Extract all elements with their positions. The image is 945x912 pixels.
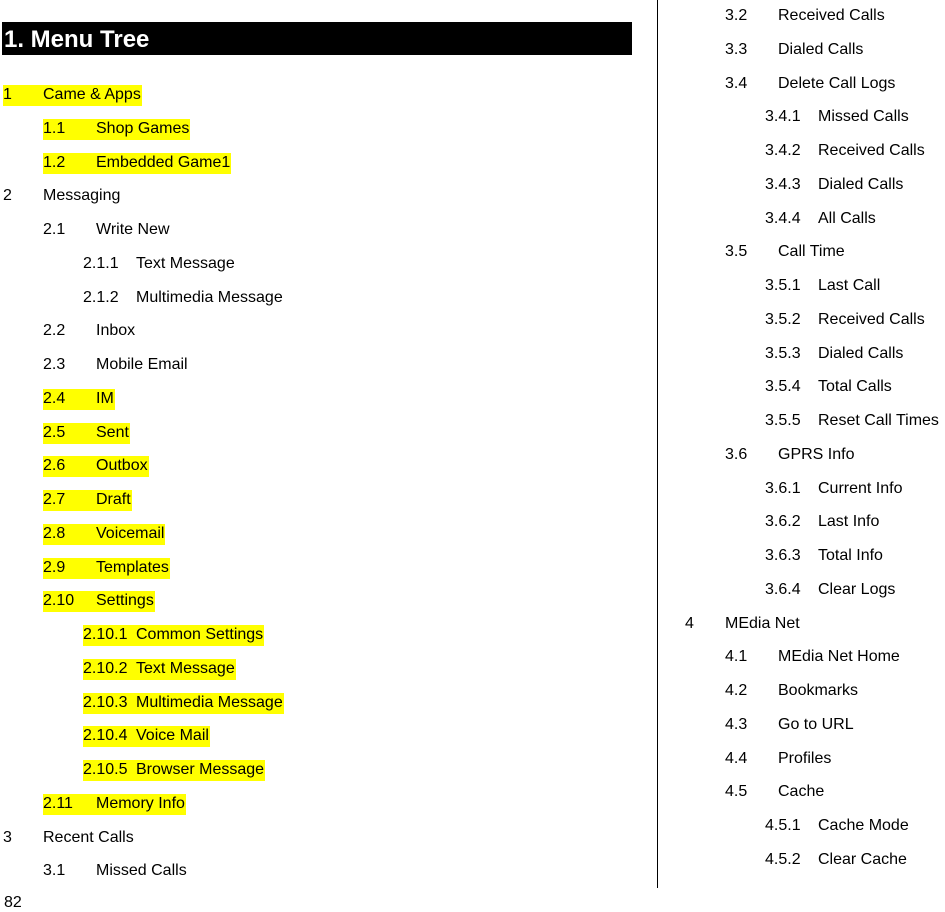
menu-item-label: Voice Mail xyxy=(136,727,209,745)
menu-item-4 xyxy=(685,614,800,635)
menu-item-label: Multimedia Message xyxy=(136,693,283,711)
menu-item-number: 2.10.1 xyxy=(83,626,128,643)
menu-item-label: Clear Cache xyxy=(818,850,907,868)
menu-item-3-5 xyxy=(725,242,845,263)
menu-item-label: Reset Call Times xyxy=(818,412,939,429)
menu-item-number: 2.1.2 xyxy=(83,288,119,306)
menu-item-3-4-4 xyxy=(765,209,876,230)
menu-item-number: 3.5.4 xyxy=(765,378,801,396)
menu-item-label: Dialed Calls xyxy=(818,344,904,362)
menu-item-3-6-2 xyxy=(765,512,879,533)
menu-item-number: 4.5.2 xyxy=(765,850,801,868)
menu-item-1-1 xyxy=(43,119,190,140)
menu-item-4-1 xyxy=(725,647,900,668)
menu-item-number: 4.4 xyxy=(725,749,748,767)
menu-item-number: 3.5.5 xyxy=(765,412,801,429)
menu-item-label: Current Info xyxy=(818,479,903,497)
menu-item-number: 2.5 xyxy=(43,423,66,441)
menu-item-label: Profiles xyxy=(778,749,832,767)
menu-item-number: 3.5.1 xyxy=(765,277,801,294)
menu-item-label: Missed Calls xyxy=(818,108,909,126)
menu-item-number: 2.4 xyxy=(43,389,66,407)
menu-item-number: 2.10.5 xyxy=(83,761,128,778)
menu-item-2-3 xyxy=(43,355,188,376)
menu-item-3-4-1 xyxy=(765,107,909,128)
menu-item-2-11 xyxy=(43,794,186,815)
menu-item-2-4 xyxy=(43,389,115,410)
menu-item-label: Text Message xyxy=(136,254,235,272)
menu-item-number: 3.4 xyxy=(725,74,748,92)
menu-item-label: Dialed Calls xyxy=(818,175,904,193)
menu-item-label: Voicemail xyxy=(96,524,165,542)
menu-item-3-4-2 xyxy=(765,141,925,162)
menu-item-1-2 xyxy=(43,153,231,174)
menu-item-number: 1.1 xyxy=(43,119,66,137)
menu-item-label: GPRS Info xyxy=(778,445,855,463)
menu-item-3 xyxy=(3,828,134,849)
menu-item-2-8 xyxy=(43,524,165,545)
menu-item-label: Clear Logs xyxy=(818,580,896,598)
menu-item-2-9 xyxy=(43,558,170,579)
menu-item-3-6-4 xyxy=(765,580,895,601)
menu-item-label: Received Calls xyxy=(818,142,925,159)
menu-item-label: Total Calls xyxy=(818,378,892,396)
menu-item-3-4-3 xyxy=(765,175,903,196)
menu-item-label: MEdia Net Home xyxy=(778,648,900,666)
menu-item-label: MEdia Net xyxy=(725,614,800,632)
menu-item-label: Came & Apps xyxy=(43,86,141,103)
menu-item-3-6-1 xyxy=(765,479,902,500)
menu-item-number: 4.3 xyxy=(725,715,748,733)
menu-item-number: 3.6.3 xyxy=(765,547,801,564)
page-number: 82 xyxy=(4,894,22,911)
menu-item-3-4 xyxy=(725,74,895,95)
menu-item-2-1-1 xyxy=(83,254,235,275)
menu-item-label: Last Info xyxy=(818,513,880,531)
menu-item-number: 2.3 xyxy=(43,356,66,373)
menu-item-2 xyxy=(3,186,120,207)
menu-item-number: 4.5.1 xyxy=(765,817,801,834)
menu-item-4-5-2 xyxy=(765,850,907,871)
menu-item-label: Shop Games xyxy=(96,119,190,137)
menu-item-2-10 xyxy=(43,591,155,612)
menu-item-number: 3.2 xyxy=(725,7,748,24)
menu-item-label: Cache xyxy=(778,783,825,801)
menu-item-label: Total Info xyxy=(818,547,883,564)
menu-item-4-3 xyxy=(725,715,854,736)
menu-item-number: 1.2 xyxy=(43,153,66,171)
menu-item-number: 3.6.1 xyxy=(765,479,801,497)
menu-item-label: Mobile Email xyxy=(96,356,188,373)
menu-item-number: 3.6.4 xyxy=(765,580,801,598)
menu-item-label: Delete Call Logs xyxy=(778,74,896,92)
menu-item-label: Bookmarks xyxy=(778,682,859,699)
menu-item-2-10-5 xyxy=(83,760,265,781)
menu-item-number: 3.6.2 xyxy=(765,513,801,531)
menu-item-number: 1 xyxy=(3,86,12,103)
menu-item-number: 3.1 xyxy=(43,862,66,880)
menu-item-label: Sent xyxy=(96,423,129,441)
menu-item-label: Cache Mode xyxy=(818,817,909,834)
menu-item-2-1 xyxy=(43,220,170,241)
menu-item-2-6 xyxy=(43,456,149,477)
menu-item-number: 4 xyxy=(685,614,694,632)
menu-item-label: Multimedia Message xyxy=(136,288,283,306)
menu-item-3-5-3 xyxy=(765,344,903,365)
menu-item-3-5-2 xyxy=(765,310,925,331)
menu-item-label: Text Message xyxy=(136,659,235,677)
menu-item-label: Write New xyxy=(96,221,170,238)
menu-item-3-5-1 xyxy=(765,276,880,297)
menu-item-label: Draft xyxy=(96,491,131,508)
menu-item-number: 2.9 xyxy=(43,558,66,576)
menu-item-label: Embedded Game1 xyxy=(96,153,231,171)
menu-item-1 xyxy=(3,85,142,106)
menu-item-label: Settings xyxy=(96,592,154,610)
menu-item-number: 4.5 xyxy=(725,783,748,801)
menu-item-number: 3.4.3 xyxy=(765,175,801,193)
menu-item-3-5-4 xyxy=(765,377,892,398)
menu-item-label: Dialed Calls xyxy=(778,40,864,58)
menu-item-2-10-4 xyxy=(83,726,210,747)
menu-item-2-2 xyxy=(43,321,135,342)
menu-item-4-5-1 xyxy=(765,816,909,837)
menu-item-label: All Calls xyxy=(818,209,876,227)
menu-item-4-5 xyxy=(725,782,824,803)
menu-item-2-7 xyxy=(43,490,132,511)
menu-item-3-6-3 xyxy=(765,546,883,567)
menu-item-number: 2.1 xyxy=(43,221,66,238)
menu-item-number: 2.10 xyxy=(43,592,75,610)
menu-item-number: 2.1.1 xyxy=(83,254,119,272)
menu-item-3-5-5 xyxy=(765,411,939,432)
menu-item-number: 2 xyxy=(3,187,12,205)
menu-item-number: 2.10.3 xyxy=(83,693,128,711)
menu-item-2-10-1 xyxy=(83,625,264,646)
menu-item-label: Outbox xyxy=(96,457,148,475)
menu-item-number: 3.5.2 xyxy=(765,310,801,328)
menu-item-3-1 xyxy=(43,861,187,882)
menu-item-number: 2.6 xyxy=(43,457,66,475)
menu-item-number: 3.3 xyxy=(725,40,748,58)
menu-item-3-6 xyxy=(725,445,854,466)
menu-item-4-2 xyxy=(725,681,858,702)
column-divider xyxy=(657,0,658,888)
menu-item-label: Go to URL xyxy=(778,715,854,733)
menu-item-label: Templates xyxy=(96,558,169,576)
menu-item-number: 3.4.1 xyxy=(765,108,801,126)
menu-item-label: Memory Info xyxy=(96,794,185,812)
menu-item-number: 2.10.4 xyxy=(83,727,128,745)
menu-item-label: IM xyxy=(96,389,114,407)
menu-item-label: Received Calls xyxy=(818,310,925,328)
menu-item-label: Recent Calls xyxy=(43,828,134,846)
menu-item-label: Missed Calls xyxy=(96,862,187,880)
menu-item-2-10-2 xyxy=(83,659,236,680)
menu-item-4-4 xyxy=(725,749,831,770)
menu-item-number: 4.1 xyxy=(725,648,748,666)
menu-item-label: Messaging xyxy=(43,187,121,205)
menu-item-number: 2.2 xyxy=(43,322,66,340)
section-title: 1. Menu Tree xyxy=(2,22,632,55)
menu-item-label: Last Call xyxy=(818,277,881,294)
menu-item-label: Browser Message xyxy=(136,761,265,778)
menu-item-number: 3.6 xyxy=(725,445,748,463)
menu-item-number: 2.7 xyxy=(43,491,66,508)
menu-item-2-1-2 xyxy=(83,288,283,309)
menu-item-label: Inbox xyxy=(96,322,136,340)
menu-item-number: 3.5 xyxy=(725,243,748,261)
menu-item-3-2 xyxy=(725,6,885,27)
menu-item-label: Call Time xyxy=(778,243,845,261)
menu-item-number: 3.4.4 xyxy=(765,209,801,227)
menu-item-number: 3.5.3 xyxy=(765,344,801,362)
menu-item-number: 3.4.2 xyxy=(765,142,801,159)
menu-item-number: 4.2 xyxy=(725,682,748,699)
menu-item-number: 3 xyxy=(3,828,12,846)
menu-item-3-3 xyxy=(725,40,863,61)
menu-item-2-5 xyxy=(43,423,130,444)
menu-item-number: 2.10.2 xyxy=(83,659,128,677)
menu-item-number: 2.8 xyxy=(43,524,66,542)
menu-item-label: Received Calls xyxy=(778,7,885,24)
menu-item-label: Common Settings xyxy=(136,626,264,643)
menu-item-number: 2.11 xyxy=(43,794,73,812)
menu-item-2-10-3 xyxy=(83,693,284,714)
